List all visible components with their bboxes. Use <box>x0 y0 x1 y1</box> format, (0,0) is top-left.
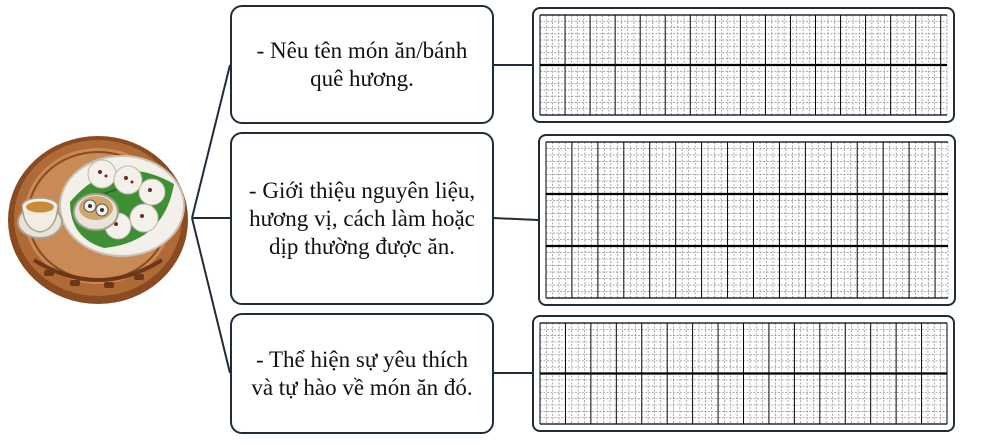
writing-grid-dish-details[interactable] <box>538 134 956 306</box>
writing-grid-dish-name[interactable] <box>532 7 955 123</box>
prompt-dish-details <box>230 132 494 305</box>
connector-to-dish-feelings <box>192 218 230 373</box>
prompt-dish-details-text: - Giới thiệu nguyên liệu, hương vị, cách làm hoặc dịp thường được ăn. <box>248 177 476 259</box>
connector-to-dish-name <box>192 65 230 218</box>
prompt-dish-name <box>230 5 494 124</box>
banh-troi-tray-icon <box>4 130 192 306</box>
writing-grid-dish-feelings[interactable] <box>532 315 955 432</box>
prompt-dish-feelings <box>230 313 494 434</box>
connector-to-grid-2 <box>493 218 538 220</box>
writing-grid-lines <box>534 317 953 430</box>
writing-grid-lines <box>534 9 953 121</box>
writing-grid-lines <box>540 136 954 304</box>
prompt-dish-feelings-text: - Thể hiện sự yêu thích và tự hào về món ăn đó. <box>251 346 473 400</box>
prompt-dish-name-text: - Nêu tên món ăn/bánh quê hương. <box>256 37 468 91</box>
